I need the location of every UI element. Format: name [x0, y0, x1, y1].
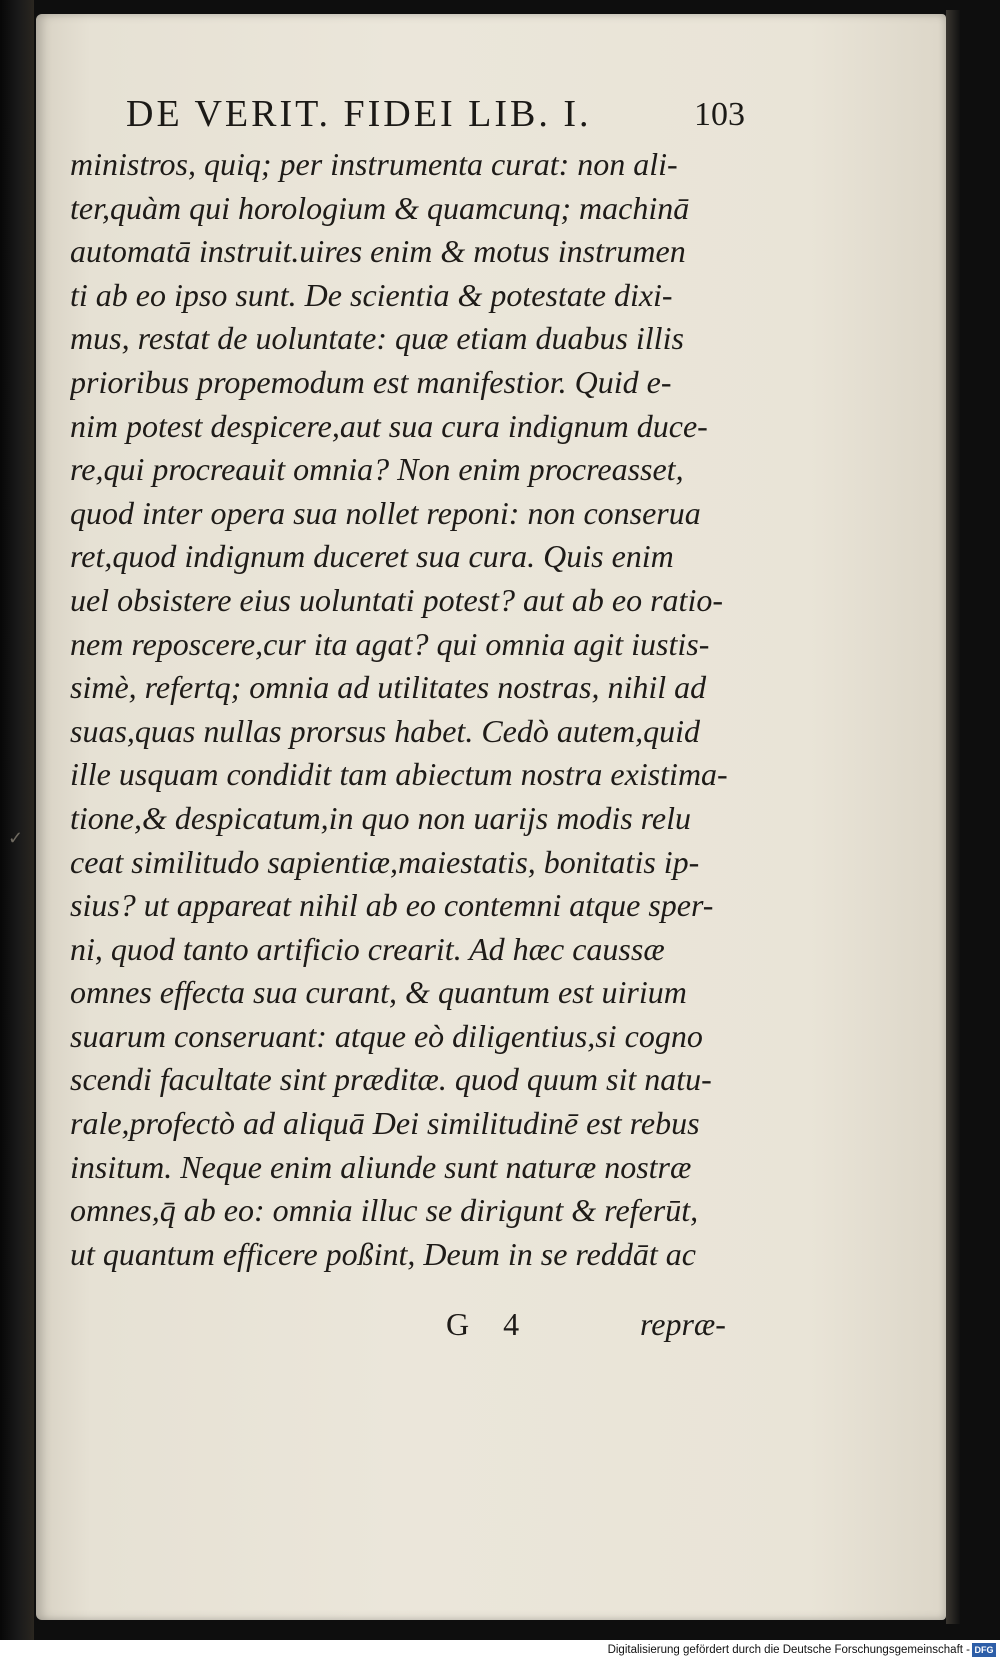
dfg-logo-icon: DFG [972, 1643, 996, 1657]
text-line: insitum. Neque enim aliunde sunt naturæ nostræ [70, 1148, 692, 1185]
text-line: ti ab eo ipso sunt. De scientia & potestate dixi- [70, 276, 673, 313]
text-line: automatā instruit.uires enim & motus instrumen [70, 233, 686, 270]
digitization-footer [0, 1640, 1000, 1661]
text-line: suas,quas nullas prorsus habet. Cedò autem,quid [70, 712, 700, 749]
text-line: nim potest despicere,aut sua cura indignum duce- [70, 407, 708, 444]
binding-shadow [0, 0, 34, 1640]
text-line: ni, quod tanto artificio crearit. Ad hæc caussæ [70, 930, 665, 967]
text-line: quod inter opera sua nollet reponi: non conserua [70, 494, 701, 531]
text-line: omnes effecta sua curant, & quantum est uirium [70, 974, 687, 1011]
text-line: re,qui procreauit omnia? Non enim procreasset, [70, 451, 684, 488]
text-line: suarum conseruant: atque eò diligentius,si cogno [70, 1017, 703, 1054]
text-line: rale,profectò ad aliquā Dei similitudinē est rebus [70, 1105, 700, 1142]
text-line: nem reposcere,cur ita agat? qui omnia agit iustis- [70, 625, 710, 662]
text-line: ille usquam condidit tam abiectum nostra existima- [70, 756, 728, 793]
text-line: tione,& despicatum,in quo non uarijs modis relu [70, 799, 692, 836]
text-line: ret,quod indignum duceret sua cura. Quis enim [70, 538, 674, 575]
signature-mark: G 4 [446, 1306, 520, 1342]
text-line: uel obsistere eius uoluntati potest? aut ab eo ratio- [70, 581, 723, 618]
page-edge-shadow [946, 10, 960, 1624]
text-line: mus, restat de uoluntate: quæ etiam duabus illis [70, 320, 684, 357]
page-number: 103 [694, 96, 745, 133]
text-line: ter,quàm qui horologium & quamcunq; machinā [70, 189, 690, 226]
text-line: omnes,q̄ ab eo: omnia illuc se dirigunt & referūt, [70, 1192, 699, 1229]
text-line: prioribus propemodum est manifestior. Quid e- [70, 363, 672, 400]
text-line: ceat similitudo sapientiæ,maiestatis, bonitatis ip- [70, 843, 700, 880]
funding-credit: Digitalisierung gefördert durch die Deutsche Forschungsgemeinschaft - [607, 1644, 970, 1656]
margin-mark: ✓ [8, 828, 24, 849]
running-head-title: DE VERIT. FIDEI LIB. I. [126, 93, 592, 135]
text-line: simè, refertq; omnia ad utilitates nostras, nihil ad [70, 669, 707, 706]
text-line: ut quantum efficere poßint, Deum in se reddāt ac [70, 1235, 696, 1272]
text-line: ministros, quiq; per instrumenta curat: non ali- [70, 146, 678, 182]
text-line: sius? ut appareat nihil ab eo contemni atque sper- [70, 887, 714, 924]
body-text-block [70, 143, 770, 1276]
catchword: repræ- [640, 1306, 726, 1342]
text-line: scendi facultate sint præditæ. quod quum sit natu- [70, 1061, 712, 1098]
